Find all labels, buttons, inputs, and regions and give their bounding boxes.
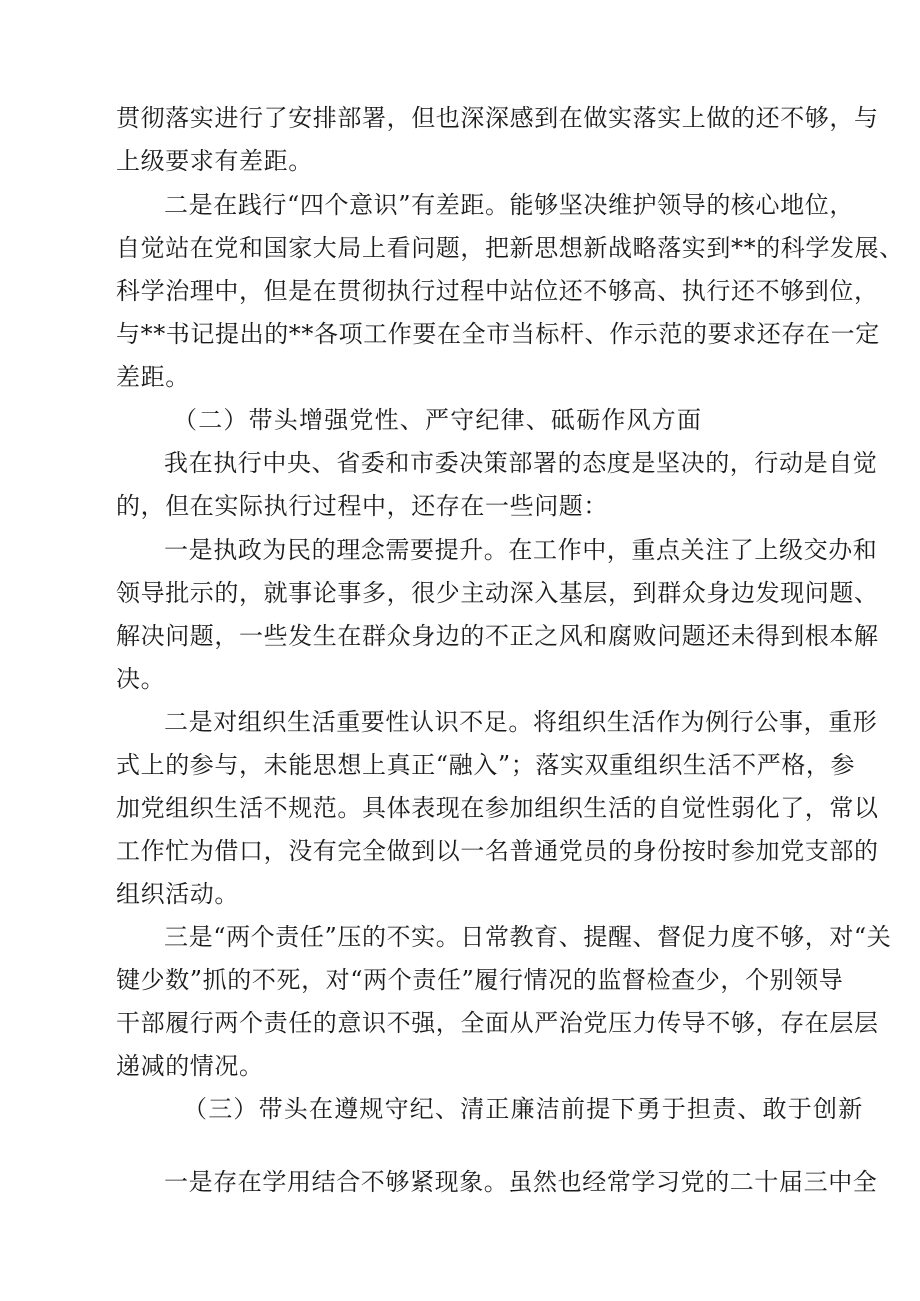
paragraph-line: 组织活动。 [116, 880, 239, 908]
paragraph-line: 干部履行两个责任的意识不强，全面从严治党压力传导不够，存在层层 [116, 1009, 879, 1037]
paragraph-line: 三是“两个责任”压的不实。日常教育、提醒、督促力度不够，对“关 [164, 923, 892, 951]
paragraph-line: 上级要求有差距。 [116, 147, 313, 175]
section-heading-3: （三）带头在遵规守纪、清正廉洁前提下勇于担责、敢于创新 [183, 1095, 864, 1123]
paragraph-line: 决。 [116, 665, 166, 693]
section-heading-2: （二）带头增强党性、严守纪律、砥砺作风方面 [173, 406, 703, 434]
paragraph-line: 递减的情况。 [116, 1052, 264, 1080]
paragraph-line: 加党组织生活不规范。具体表现在参加组织生活的自觉性弱化了，常以 [116, 794, 879, 822]
paragraph-line: 键少数”抓的不死，对“两个责任”履行情况的监督检查少，个别领导 [116, 966, 844, 994]
paragraph-line: 解决问题，一些发生在群众身边的不正之风和腐败问题还未得到根本解 [116, 622, 879, 650]
paragraph-line: 一是存在学用结合不够紧现象。虽然也经常学习党的二十届三中全 [164, 1168, 878, 1196]
paragraph-line: 贯彻落实进行了安排部署，但也深深感到在做实落实上做的还不够，与 [116, 104, 879, 132]
paragraph-line: 式上的参与，未能思想上真正“融入”；落实双重组织生活不严格，参 [116, 751, 856, 779]
paragraph-line: 的，但在实际执行过程中，还存在一些问题： [116, 492, 608, 520]
paragraph-line: 二是对组织生活重要性认识不足。将组织生活作为例行公事，重形 [164, 708, 878, 736]
paragraph-line: 领导批示的，就事论事多，很少主动深入基层，到群众身边发现问题、 [116, 579, 879, 607]
paragraph-line: 我在执行中央、省委和市委决策部署的态度是坚决的，行动是自觉 [164, 449, 878, 477]
paragraph-line: 与**书记提出的**各项工作要在全市当标杆、作示范的要求还存在一定 [116, 320, 880, 348]
paragraph-line: 二是在践行“四个意识”有差距。能够坚决维护领导的核心地位， [164, 191, 854, 219]
paragraph-line: 科学治理中，但是在贯彻执行过程中站位还不够高、执行还不够到位， [116, 277, 879, 305]
paragraph-line: 差距。 [116, 363, 190, 391]
paragraph-line: 工作忙为借口，没有完全做到以一名普通党员的身份按时参加党支部的 [116, 837, 879, 865]
paragraph-line: 自觉站在党和国家大局上看问题，把新思想新战略落实到**的科学发展、 [116, 234, 904, 262]
paragraph-line: 一是执政为民的理念需要提升。在工作中，重点关注了上级交办和 [164, 536, 878, 564]
